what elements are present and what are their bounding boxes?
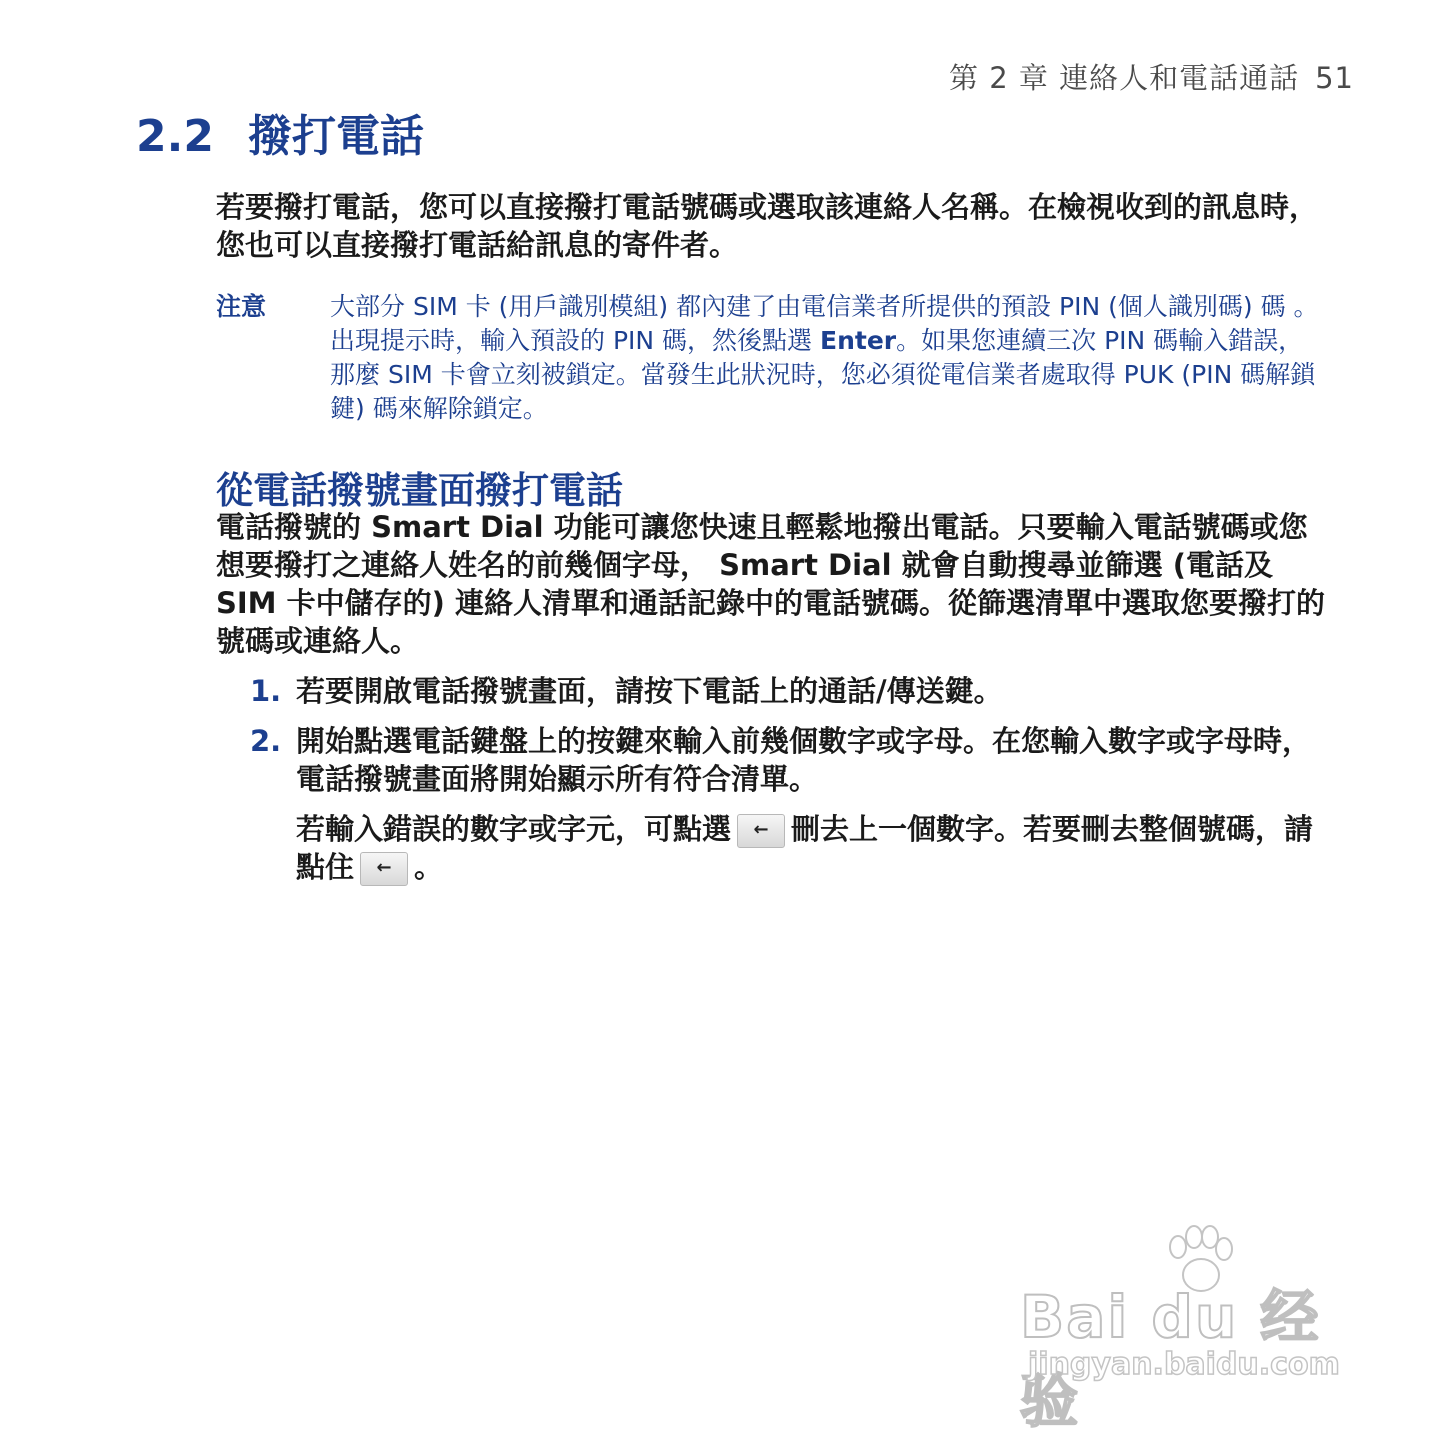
smart-dial-paragraph: 電話撥號的 Smart Dial 功能可讓您快速且輕鬆地撥出電話。只要輸入電話號碼或您想要撥打之連絡人姓名的前幾個字母， Smart Dial 就會自動搜尋並篩選 (電話及 SIM 卡中儲存的) 連絡人清單和通話記錄中的電話號碼。從篩選清單中選取您要撥打的號碼或連絡人。 xyxy=(216,510,1325,658)
note-text-after: 。如果您連續三次 PIN 碼輸入錯誤，那麼 SIM 卡會立刻被鎖定。當發生此狀況時，您必須從電信業者處取得 PUK (PIN 碼解鎖鍵) 碼來解除鎖定。 xyxy=(330,326,1316,423)
step-2-extra xyxy=(250,810,1328,886)
watermark-url: jingyan.baidu.com xyxy=(1028,1347,1340,1382)
step-text: 開始點選電話鍵盤上的按鍵來輸入前幾個數字或字母。在您輸入數字或字母時，電話撥號畫面將開始顯示所有符合清單。 xyxy=(296,724,1312,796)
note-text xyxy=(330,290,1328,426)
step-extra-part2: 刪去上一個數字。若要刪去整個號碼，請點住 xyxy=(296,812,1314,884)
page-header xyxy=(949,56,1354,97)
note-block xyxy=(216,290,1328,426)
section-title-text: 撥打電話 xyxy=(247,111,424,162)
chapter-title: 第 2 章 連絡人和電話通話 xyxy=(948,61,1300,95)
step-number: 1. xyxy=(250,674,282,708)
page-number: 51 xyxy=(1315,61,1354,95)
step-number: 2. xyxy=(250,724,282,758)
step-text: 若要開啟電話撥號畫面，請按下電話上的通話/傳送鍵。 xyxy=(296,674,1003,708)
note-label: 注意 xyxy=(216,292,267,321)
section-number: 2.2 xyxy=(136,111,214,162)
section-title xyxy=(136,100,424,164)
baidu-watermark xyxy=(1020,1225,1360,1435)
backspace-key-icon: ← xyxy=(737,814,785,848)
list-item xyxy=(250,722,1328,798)
note-enter: Enter xyxy=(820,326,897,355)
list-item xyxy=(250,672,1328,710)
intro-paragraph: 若要撥打電話，您可以直接撥打電話號碼或選取該連絡人名稱。在檢視收到的訊息時，您也可以直接撥打電話給訊息的寄件者。 xyxy=(216,190,1319,262)
backspace-key-icon: ← xyxy=(360,852,408,886)
watermark-logo: Bai du 经验 xyxy=(1020,1283,1321,1435)
steps-list xyxy=(250,672,1328,886)
subheading: 從電話撥號畫面撥打電話 xyxy=(216,469,623,512)
step-extra-part3: 。 xyxy=(414,850,444,884)
step-extra-part1: 若輸入錯誤的數字或字元，可點選 xyxy=(296,812,732,846)
note-text-before: 大部分 SIM 卡 (用戶識別模組) 都內建了由電信業者所提供的預設 PIN (個人識別碼) 碼 。出現提示時，輸入預設的 PIN 碼，然後點選 xyxy=(330,292,1319,355)
